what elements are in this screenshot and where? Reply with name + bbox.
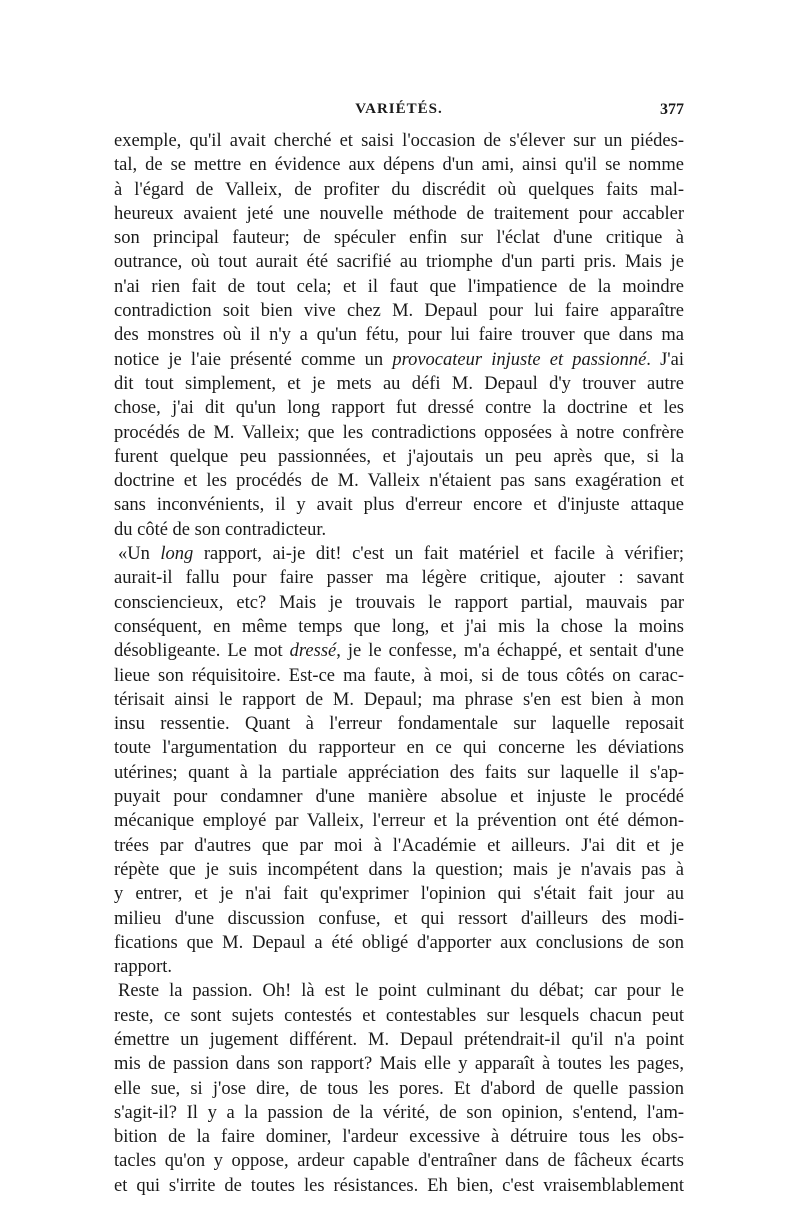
text-run: «Un [118, 544, 161, 565]
text-line: son principal fauteur; de spéculer enfin sur l'éclat d'une critique à [114, 228, 684, 249]
text-line: heureux avaient jeté une nouvelle méthode de traitement pour accabler [114, 203, 684, 224]
text-line: contradiction soit bien vive chez M. Depaul pour lui faire apparaître [114, 301, 684, 322]
text-line: térisait ainsi le rapport de M. Depaul; ma phrase s'en est bien à mon [114, 689, 684, 710]
text-line: répète que je suis incompétent dans la question; mais je n'avais pas à [114, 859, 684, 880]
text-line: consciencieux, etc? Mais je trouvais le rapport partial, mauvais par [114, 592, 684, 613]
text-line: y entrer, et je n'ai fait qu'exprimer l'opinion qui s'était fait jour au [114, 884, 684, 905]
text-line: toute l'argumentation du rapporteur en ce qui concerne les déviations [114, 738, 684, 759]
text-line: lieue son réquisitoire. Est-ce ma faute, à moi, si de tous côtés on carac- [114, 665, 684, 686]
body-text [114, 129, 684, 1198]
text-line: insu ressentie. Quant à l'erreur fondamentale sur laquelle reposait [114, 714, 684, 735]
italic-word: long [160, 544, 194, 565]
text-line: conséquent, en même temps que long, et j'ai mis la chose la moins [114, 616, 684, 637]
text-line: dit tout simplement, et je mets au défi M. Depaul d'y trouver autre [114, 373, 684, 394]
text-line: et qui s'irrite de toutes les résistances. Eh bien, c'est vraisemblablement [114, 1175, 684, 1196]
text-line: chose, j'ai dit qu'un long rapport fut dressé contre la doctrine et les [114, 398, 684, 419]
text-run: . J'ai [646, 349, 684, 370]
text-line: utérines; quant à la partiale appréciation des faits sur laquelle il s'ap- [114, 762, 684, 783]
text-line: furent quelque peu passionnées, et j'ajoutais un peu après que, si la [114, 446, 684, 467]
text-line: n'ai rien fait de tout cela; et il faut que l'impatience de la moindre [114, 276, 684, 297]
text-run: désobligeante. Le mot [114, 641, 290, 662]
running-title: VARIÉTÉS. [355, 101, 443, 117]
text-line: milieu d'une discussion confuse, et qui ressort d'ailleurs des modi- [114, 908, 684, 929]
text-line-with-italic [114, 639, 684, 663]
text-line: rapport. [114, 957, 173, 978]
text-line: à l'égard de Valleix, de profiter du discrédit où quelques faits mal- [114, 179, 684, 200]
text-line: fications que M. Depaul a été obligé d'apporter aux conclusions de son [114, 932, 684, 953]
text-line: Reste la passion. Oh! là est le point culminant du débat; car pour le [118, 981, 684, 1002]
text-run: notice je l'aie présenté comme un [114, 349, 393, 370]
text-line: sans inconvénients, il y avait plus d'erreur encore et d'injuste attaque [114, 495, 684, 516]
text-line: procédés de M. Valleix; que les contradictions opposées à notre confrère [114, 422, 684, 443]
text-line: aurait-il fallu pour faire passer ma légère critique, ajouter : savant [114, 568, 684, 589]
text-line-with-italic [114, 348, 684, 372]
text-line-with-italic [114, 542, 684, 566]
text-run: , je le confesse, m'a échappé, et sentait d'une [336, 641, 684, 662]
text-line: puyait pour condamner d'une manière absolue et injuste le procédé [114, 787, 684, 808]
text-line: reste, ce sont sujets contestés et contestables sur lesquels chacun peut [114, 1005, 684, 1026]
text-line: elle sue, si j'ose dire, de tous les pores. Et d'abord de quelle passion [114, 1078, 684, 1099]
text-line: doctrine et les procédés de M. Valleix n'étaient pas sans exagération et [114, 471, 684, 492]
text-line: s'agit-il? Il y a la passion de la vérité, de son opinion, s'entend, l'am- [114, 1102, 684, 1123]
text-line: tacles qu'on y oppose, ardeur capable d'entraîner dans de fâcheux écarts [114, 1151, 684, 1172]
text-line: trées par d'autres que par moi à l'Académie et ailleurs. J'ai dit et je [114, 835, 684, 856]
text-line: mécanique employé par Valleix, l'erreur et la prévention ont été démon- [114, 811, 684, 832]
italic-word: dressé [289, 641, 337, 662]
text-run: rapport, ai-je dit! c'est un fait matériel et facile à vérifier; [193, 544, 684, 565]
text-line: émettre un jugement différent. M. Depaul prétendrait-il qu'il n'a point [114, 1029, 684, 1050]
text-line: mis de passion dans son rapport? Mais elle y apparaît à toutes les pages, [114, 1054, 684, 1075]
text-line: des monstres où il n'y a qu'un fétu, pour lui faire trouver que dans ma [114, 325, 684, 346]
text-line: tal, de se mettre en évidence aux dépens d'un ami, ainsi qu'il se nomme [114, 155, 684, 176]
text-line: outrance, où tout aurait été sacrifié au triomphe d'un parti pris. Mais je [114, 252, 684, 273]
page-header [114, 101, 684, 125]
text-line: bition de la faire dominer, l'ardeur excessive à détruire tous les obs- [114, 1127, 684, 1148]
page-number: 377 [660, 101, 684, 118]
text-line: du côté de son contradicteur. [114, 519, 327, 540]
text-line: exemple, qu'il avait cherché et saisi l'occasion de s'élever sur un piédes- [114, 131, 684, 151]
italic-phrase: provocateur injuste et passionné [392, 349, 647, 370]
